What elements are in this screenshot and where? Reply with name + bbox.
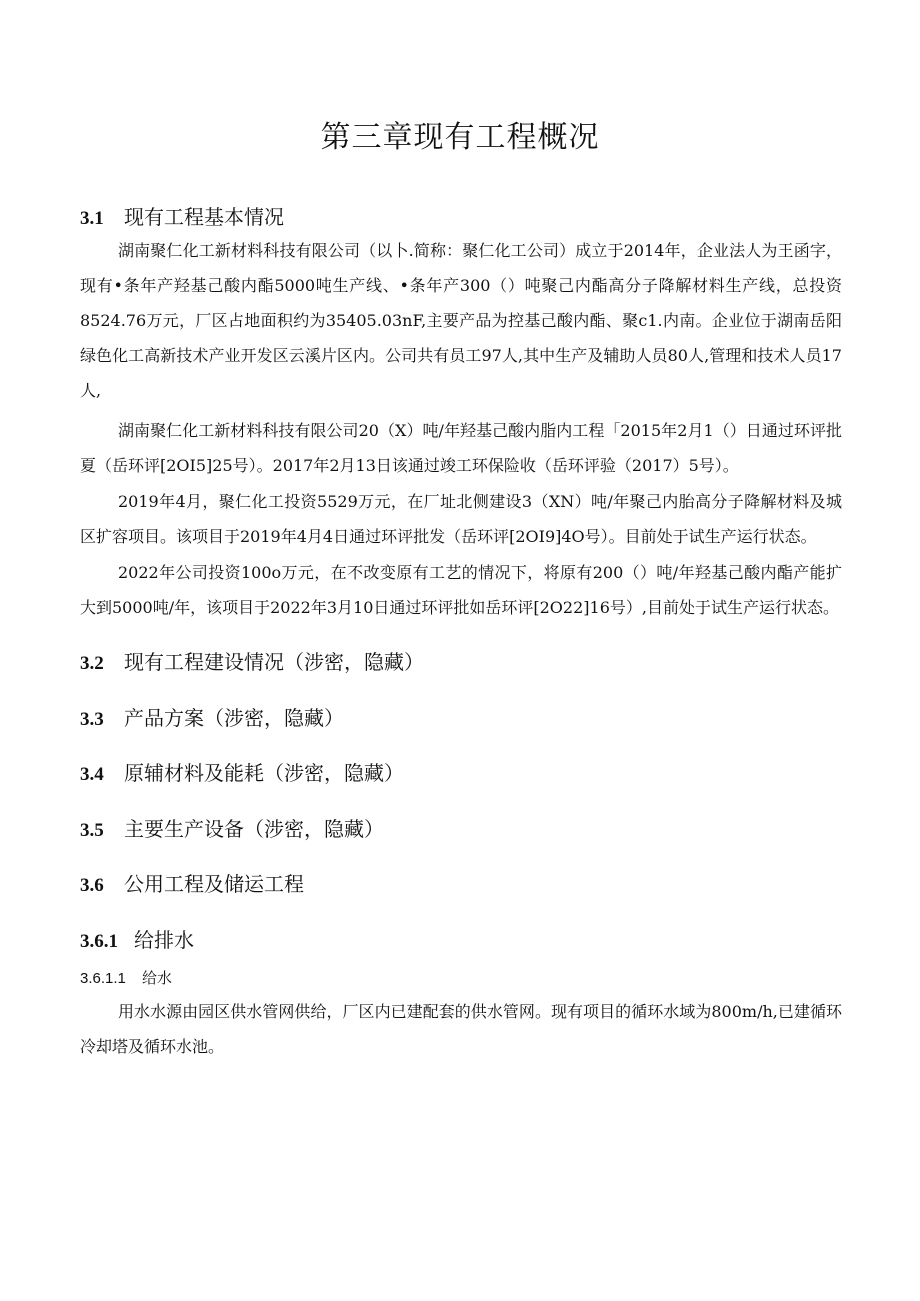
paragraph-company-overview: 湖南聚仁化工新材料科技有限公司（以卜.简称：聚仁化工公司）成立于2014年，企业法人为王函字，现有•条年产羟基己酸内酯5000吨生产线、•条年产300（）吨聚己内酯高分子降解材料生产线，总投资8524.76万元，厂区占地面积约为35405.03nF,主要产品为控基己酸内酯、聚c1.内南。企业位于湖南岳阳绿色化工高新技术产业开发区云溪片区内。公司共有员工97人,其中生产及辅助人员80人,管理和技术人员17人,: [80, 241, 842, 400]
section-heading-3-5: [80, 813, 384, 842]
section-number: 3.3: [80, 709, 104, 730]
paragraph-first-project: 湖南聚仁化工新材料科技有限公司20（X）吨/年羟基己酸内脂内工程「2015年2月1（）日通过环评批夏（岳环评[2OI5]25号）。2017年2月13日该通过竣工环保险收（岳环评验（2017）5号）。: [80, 421, 842, 475]
section-heading-3-6: [80, 868, 304, 897]
subsection-number: 3.6.1.1: [80, 970, 126, 987]
paragraph-2022-project: 2022年公司投资100o万元，在不改变原有工艺的情况下，将原有200（）吨/年羟基己酸内酯产能扩大到5000吨/年，该项目于2022年3月10日通过环评批如岳环评[2O22]16号）,目前处于试生产运行状态。: [80, 563, 842, 617]
section-title: 现有工程基本情况: [124, 205, 284, 229]
section-number: 3.2: [80, 653, 104, 674]
section-heading-3-4: [80, 757, 404, 786]
section-heading-3-2: [80, 646, 424, 675]
subsection-title: 给水: [142, 969, 173, 987]
section-title: 给排水: [134, 928, 194, 952]
section-number: 3.1: [80, 208, 104, 229]
section-number: 3.6.1: [80, 931, 118, 952]
section-heading-3-1: [80, 201, 284, 230]
section-number: 3.5: [80, 820, 104, 841]
section-title: 公用工程及储运工程: [124, 872, 304, 896]
section-title: 产品方案（涉密，隐藏）: [124, 706, 344, 730]
section-heading-3-3: [80, 702, 344, 731]
paragraph-2019-project: 2019年4月，聚仁化工投资5529万元，在厂址北侧建设3（XN）吨/年聚己内胎高分子降解材料及城区扩容项目。该项目于2019年4月4日通过环评批发（岳环评[2OI9]4O号）。目前处于试生产运行状态。: [80, 492, 842, 546]
section-number: 3.6: [80, 875, 104, 896]
subsection-heading-3-6-1-1: [80, 967, 172, 988]
section-heading-3-6-1: [80, 924, 194, 953]
section-title: 原辅材料及能耗（涉密，隐藏）: [124, 761, 404, 785]
paragraph-water-supply: 用水水源由园区供水管网供给，厂区内已建配套的供水管网。现有项目的循环水域为800m/h,已建循环冷却塔及循环水池。: [80, 1002, 842, 1056]
section-title: 现有工程建设情况（涉密，隐藏）: [124, 650, 424, 674]
section-title: 主要生产设备（涉密，隐藏）: [124, 817, 384, 841]
section-number: 3.4: [80, 764, 104, 785]
chapter-title: 第三章现有工程概况: [320, 120, 600, 155]
